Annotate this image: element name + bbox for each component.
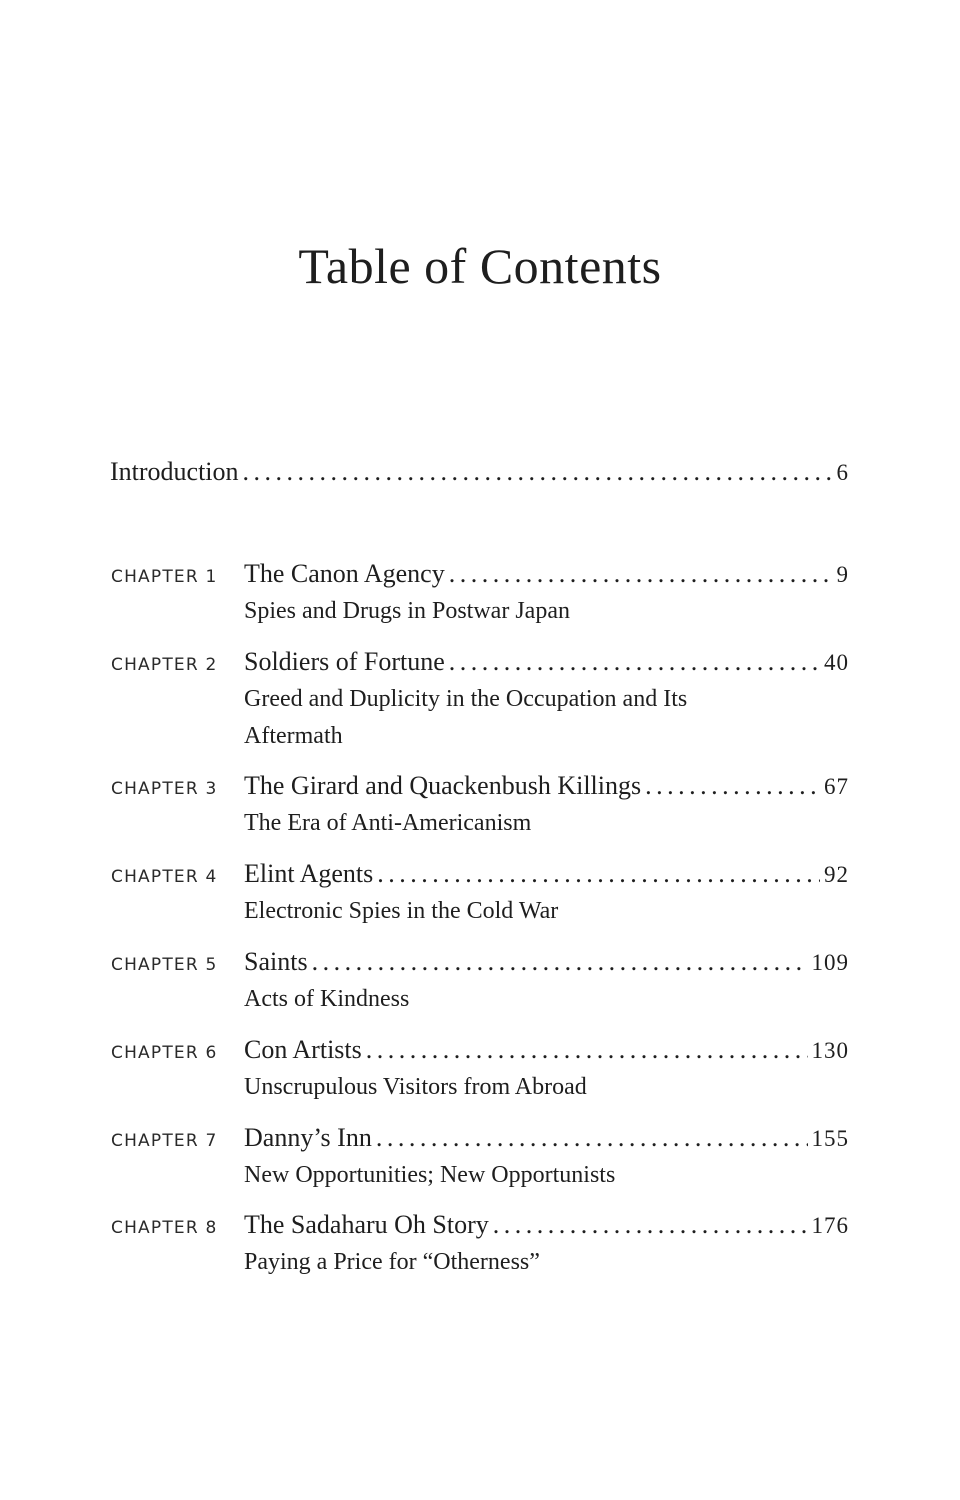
page-title: Table of Contents (298, 238, 662, 294)
dot-leader (449, 645, 820, 679)
dot-leader (645, 769, 820, 803)
chapter-8-label: CHAPTER 8 (111, 1218, 218, 1238)
chapter-4-subtitle: Electronic Spies in the Cold War (244, 898, 559, 924)
chapter-2-label: CHAPTER 2 (111, 655, 218, 675)
chapter-1-title: The Canon Agency (244, 559, 445, 588)
chapter-7-subtitle: New Opportunities; New Opportunists (244, 1162, 616, 1188)
toc-entry-chapter-1[interactable] (244, 557, 849, 592)
dot-leader (376, 1121, 808, 1155)
chapter-5-subtitle: Acts of Kindness (244, 986, 410, 1012)
chapter-8-title: The Sadaharu Oh Story (244, 1210, 489, 1239)
toc-entry-chapter-3[interactable] (244, 769, 849, 804)
dot-leader (312, 945, 808, 979)
dot-leader (366, 1033, 808, 1067)
dot-leader (493, 1208, 808, 1242)
chapter-2-page-number: 40 (824, 650, 849, 675)
chapter-1-page-number: 9 (836, 562, 849, 587)
introduction-page-number: 6 (836, 460, 849, 485)
chapter-4-title: Elint Agents (244, 859, 374, 888)
chapter-3-title: The Girard and Quackenbush Killings (244, 771, 642, 800)
toc-entry-chapter-5[interactable] (244, 945, 849, 980)
chapter-6-title: Con Artists (244, 1035, 362, 1064)
chapter-6-subtitle: Unscrupulous Visitors from Abroad (244, 1074, 587, 1100)
chapter-2-subtitle: Greed and Duplicity in the Occupation and Its Aftermath (244, 686, 688, 749)
chapter-6-page-number: 130 (811, 1038, 849, 1063)
dot-leader (243, 455, 833, 489)
chapter-5-title: Saints (244, 947, 308, 976)
chapter-3-page-number: 67 (824, 774, 849, 799)
dot-leader (449, 557, 833, 591)
chapter-6-label: CHAPTER 6 (111, 1043, 218, 1063)
chapter-3-label: CHAPTER 3 (111, 779, 218, 799)
chapter-7-title: Danny’s Inn (244, 1123, 372, 1152)
chapter-8-subtitle: Paying a Price for “Otherness” (244, 1249, 540, 1275)
introduction-title: Introduction (110, 457, 239, 486)
chapter-7-page-number: 155 (811, 1126, 849, 1151)
chapter-5-label: CHAPTER 5 (111, 955, 218, 975)
toc-entry-chapter-6[interactable] (244, 1033, 849, 1068)
chapter-3-subtitle: The Era of Anti-Americanism (244, 810, 532, 836)
toc-entry-chapter-8[interactable] (244, 1208, 849, 1243)
toc-entry-introduction[interactable] (110, 455, 849, 490)
chapter-1-subtitle: Spies and Drugs in Postwar Japan (244, 598, 570, 624)
chapter-7-label: CHAPTER 7 (111, 1131, 218, 1151)
chapter-5-page-number: 109 (811, 950, 849, 975)
chapter-1-label: CHAPTER 1 (111, 567, 218, 587)
chapter-8-page-number: 176 (811, 1213, 849, 1238)
toc-entry-chapter-7[interactable] (244, 1121, 849, 1156)
toc-entry-chapter-4[interactable] (244, 857, 849, 892)
chapter-2-title: Soldiers of Fortune (244, 647, 445, 676)
toc-entry-chapter-2[interactable] (244, 645, 849, 680)
dot-leader (377, 857, 820, 891)
chapter-4-page-number: 92 (824, 862, 849, 887)
chapter-4-label: CHAPTER 4 (111, 867, 218, 887)
